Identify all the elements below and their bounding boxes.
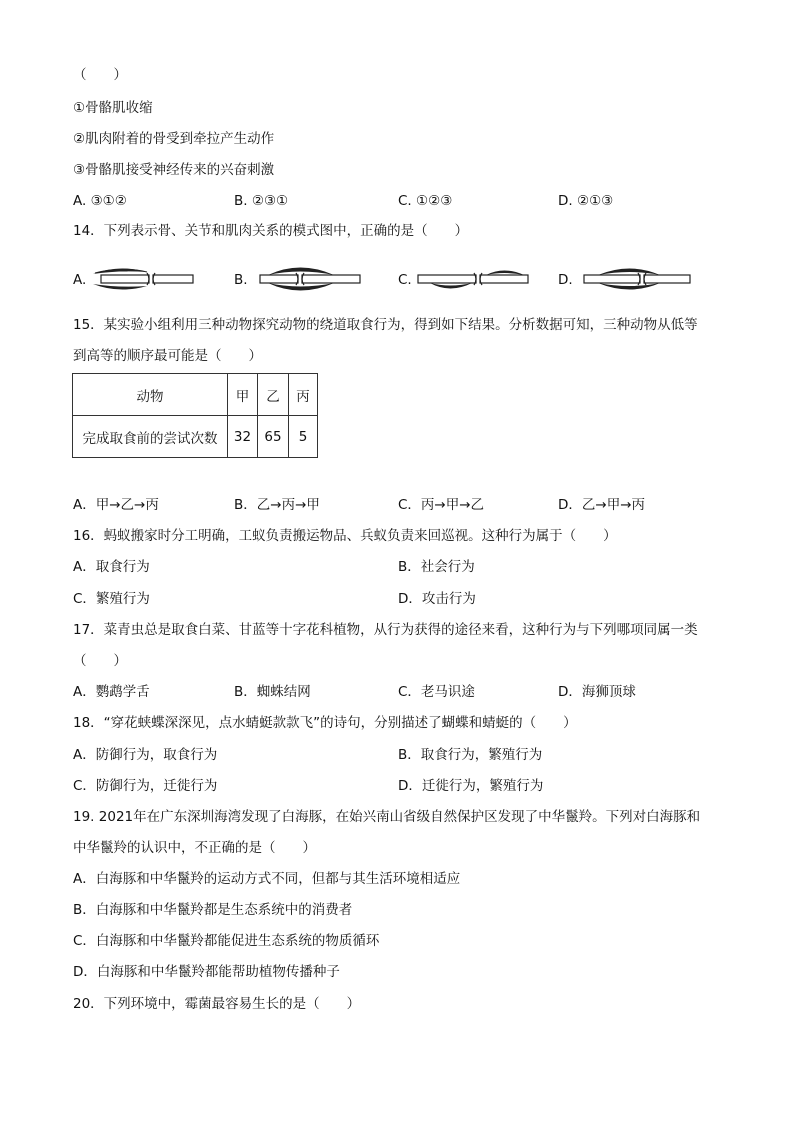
q18-option-a: A．防御行为，取食行为 bbox=[73, 747, 218, 763]
q13-statement-2: ②肌肉附着的骨受到牵拉产生动作 bbox=[73, 131, 275, 147]
q15-question-line-2: 到高等的顺序最可能是（ ） bbox=[73, 348, 262, 364]
bone-muscle-diagram-b-icon bbox=[254, 262, 366, 298]
q14-figure-d-label: D. bbox=[558, 272, 573, 288]
q15-data-table bbox=[72, 373, 318, 458]
q15-option-a: A．甲→乙→丙 bbox=[73, 497, 159, 513]
table-header-jia: 甲 bbox=[228, 374, 258, 416]
table-cell-yi: 65 bbox=[258, 416, 289, 458]
q16-option-d: D．攻击行为 bbox=[398, 591, 476, 607]
q14-figure-a bbox=[73, 262, 198, 298]
q14-figure-c-label: C. bbox=[398, 272, 412, 288]
q16-option-b: B．社会行为 bbox=[398, 559, 475, 575]
q14-figure-b bbox=[234, 262, 369, 298]
q13-statement-1: ①骨骼肌收缩 bbox=[73, 100, 153, 116]
q13-option-d: D. ②①③ bbox=[558, 193, 614, 209]
table-row bbox=[73, 416, 318, 458]
q14-question: 14．下列表示骨、关节和肌肉关系的模式图中，正确的是（ ） bbox=[73, 223, 469, 239]
bone-muscle-diagram-d-icon bbox=[578, 262, 693, 298]
q16-option-c: C．繁殖行为 bbox=[73, 591, 150, 607]
q13-bracket: （ ） bbox=[73, 67, 127, 83]
q17-question-line-1: 17．菜青虫总是取食白菜、甘蓝等十字花科植物，从行为获得的途径来看，这种行为与下列哪项同属一类 bbox=[73, 622, 698, 638]
q14-figure-d bbox=[558, 262, 698, 298]
q14-figure-a-label: A. bbox=[73, 272, 87, 288]
q14-figure-c bbox=[398, 262, 533, 298]
q19-option-c: C．白海豚和中华鬣羚都能促进生态系统的物质循环 bbox=[73, 933, 380, 949]
q15-option-c: C．丙→甲→乙 bbox=[398, 497, 485, 513]
q13-option-c: C. ①②③ bbox=[398, 193, 453, 209]
q13-option-b: B. ②③① bbox=[234, 193, 289, 209]
q17-option-b: B．蜘蛛结网 bbox=[234, 684, 311, 700]
q17-question-line-2: （ ） bbox=[73, 653, 127, 669]
q18-option-d: D．迁徙行为，繁殖行为 bbox=[398, 778, 544, 794]
q19-option-d: D．白海豚和中华鬣羚都能帮助植物传播种子 bbox=[73, 964, 340, 980]
q18-question: 18．“穿花蛱蝶深深见，点水蜻蜓款款飞”的诗句，分别描述了蝴蝶和蜻蜓的（ ） bbox=[73, 715, 577, 731]
table-header-yi: 乙 bbox=[258, 374, 289, 416]
table-header-animal: 动物 bbox=[73, 374, 228, 416]
table-header-bing: 丙 bbox=[289, 374, 318, 416]
table-cell-jia: 32 bbox=[228, 416, 258, 458]
q15-question-line-1: 15．某实验小组利用三种动物探究动物的绕道取食行为，得到如下结果。分析数据可知，三种动物从低等 bbox=[73, 317, 698, 333]
q16-question: 16．蚂蚁搬家时分工明确，工蚁负责搬运物品、兵蚁负责来回巡视。这种行为属于（ ） bbox=[73, 528, 617, 544]
q16-option-a: A．取食行为 bbox=[73, 559, 150, 575]
q19-option-a: A．白海豚和中华鬣羚的运动方式不同，但都与其生活环境相适应 bbox=[73, 871, 461, 887]
q14-figure-b-label: B. bbox=[234, 272, 248, 288]
q13-statement-3: ③骨骼肌接受神经传来的兴奋刺激 bbox=[73, 162, 275, 178]
table-row bbox=[73, 374, 318, 416]
table-cell-bing: 5 bbox=[289, 416, 318, 458]
q15-option-d: D．乙→甲→丙 bbox=[558, 497, 646, 513]
table-row-label: 完成取食前的尝试次数 bbox=[73, 416, 228, 458]
q13-option-a: A. ③①② bbox=[73, 193, 127, 209]
q19-option-b: B．白海豚和中华鬣羚都是生态系统中的消费者 bbox=[73, 902, 353, 918]
q18-option-c: C．防御行为，迁徙行为 bbox=[73, 778, 218, 794]
q17-option-a: A．鹦鹉学舌 bbox=[73, 684, 150, 700]
q17-option-d: D．海狮顶球 bbox=[558, 684, 636, 700]
q19-question-line-1: 19. 2021年在广东深圳海湾发现了白海豚，在始兴南山省级自然保护区发现了中华鬣羚。下列对白海豚和 bbox=[73, 809, 701, 825]
q18-option-b: B．取食行为，繁殖行为 bbox=[398, 747, 543, 763]
q20-question: 20．下列环境中，霉菌最容易生长的是（ ） bbox=[73, 996, 361, 1012]
bone-muscle-diagram-c-icon bbox=[416, 262, 531, 298]
q15-option-b: B．乙→丙→甲 bbox=[234, 497, 320, 513]
q19-question-line-2: 中华鬣羚的认识中，不正确的是（ ） bbox=[73, 840, 316, 856]
q17-option-c: C．老马识途 bbox=[398, 684, 475, 700]
bone-muscle-diagram-a-icon bbox=[91, 262, 196, 298]
